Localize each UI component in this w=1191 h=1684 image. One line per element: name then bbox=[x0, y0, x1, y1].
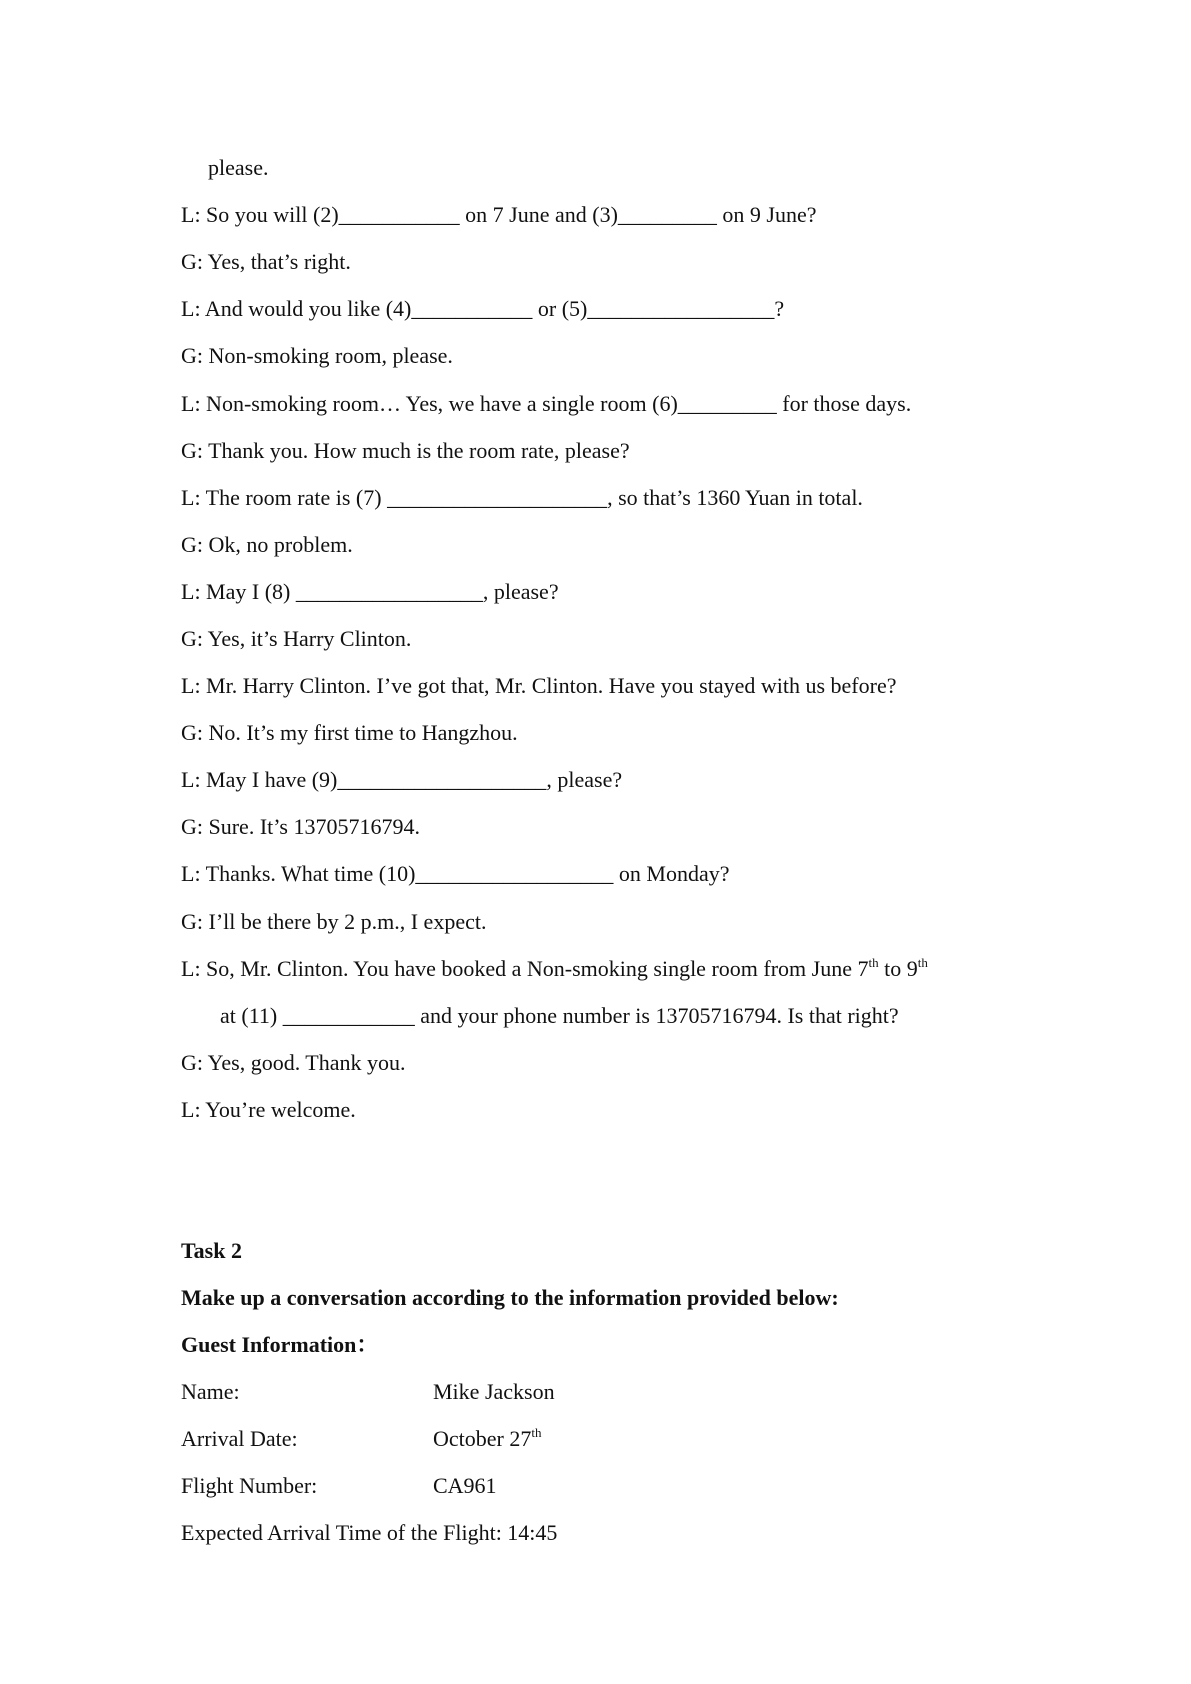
dialogue-line: G: Non-smoking room, please. bbox=[181, 343, 453, 368]
dialogue-line: G: I’ll be there by 2 p.m., I expect. bbox=[181, 909, 487, 934]
dialogue-line: L: May I (8) _________________, please? bbox=[181, 579, 559, 604]
arrival-date-value bbox=[433, 1425, 541, 1453]
dialogue-line: G: Thank you. How much is the room rate, please? bbox=[181, 438, 630, 463]
dialogue-line: L: Non-smoking room… Yes, we have a single room (6)_________ for those days. bbox=[181, 391, 912, 416]
guest-info-heading: Guest Information： bbox=[181, 1332, 379, 1357]
dialogue-line: please. bbox=[208, 155, 269, 180]
dialogue-line bbox=[181, 955, 928, 983]
dialogue-line: L: The room rate is (7) ____________________, so that’s 1360 Yuan in total. bbox=[181, 485, 863, 510]
dialogue-text: L: So, Mr. Clinton. You have booked a Non-smoking single room from June 7 bbox=[181, 956, 869, 981]
name-label: Name: bbox=[181, 1379, 240, 1404]
dialogue-text: to 9 bbox=[878, 956, 918, 981]
dialogue-line: G: Yes, good. Thank you. bbox=[181, 1050, 406, 1075]
arrival-date-text: October 27 bbox=[433, 1426, 532, 1451]
dialogue-line: L: Mr. Harry Clinton. I’ve got that, Mr. Clinton. Have you stayed with us before? bbox=[181, 673, 897, 698]
task-title: Task 2 bbox=[181, 1238, 242, 1263]
flight-number-label: Flight Number: bbox=[181, 1473, 318, 1498]
flight-number-value: CA961 bbox=[433, 1473, 497, 1498]
dialogue-line: L: Thanks. What time (10)__________________ on Monday? bbox=[181, 861, 730, 886]
dialogue-line: G: Yes, that’s right. bbox=[181, 249, 351, 274]
dialogue-line: L: And would you like (4)___________ or (5)_________________? bbox=[181, 296, 785, 321]
dialogue-line: G: Yes, it’s Harry Clinton. bbox=[181, 626, 412, 651]
arrival-date-label: Arrival Date: bbox=[181, 1426, 298, 1451]
dialogue-line: L: You’re welcome. bbox=[181, 1097, 356, 1122]
ordinal-suffix: th bbox=[917, 955, 928, 970]
dialogue-line: G: Sure. It’s 13705716794. bbox=[181, 814, 420, 839]
dialogue-line: L: So you will (2)___________ on 7 June and (3)_________ on 9 June? bbox=[181, 202, 817, 227]
dialogue-line: G: No. It’s my first time to Hangzhou. bbox=[181, 720, 518, 745]
ordinal-suffix: th bbox=[531, 1425, 542, 1440]
ordinal-suffix: th bbox=[868, 955, 879, 970]
name-value: Mike Jackson bbox=[433, 1379, 555, 1404]
dialogue-line: at (11) ____________ and your phone number is 13705716794. Is that right? bbox=[220, 1003, 899, 1028]
dialogue-line: G: Ok, no problem. bbox=[181, 532, 353, 557]
task-instruction: Make up a conversation according to the information provided below: bbox=[181, 1285, 839, 1310]
expected-arrival-line: Expected Arrival Time of the Flight: 14:45 bbox=[181, 1520, 558, 1545]
dialogue-line: L: May I have (9)___________________, please? bbox=[181, 767, 623, 792]
